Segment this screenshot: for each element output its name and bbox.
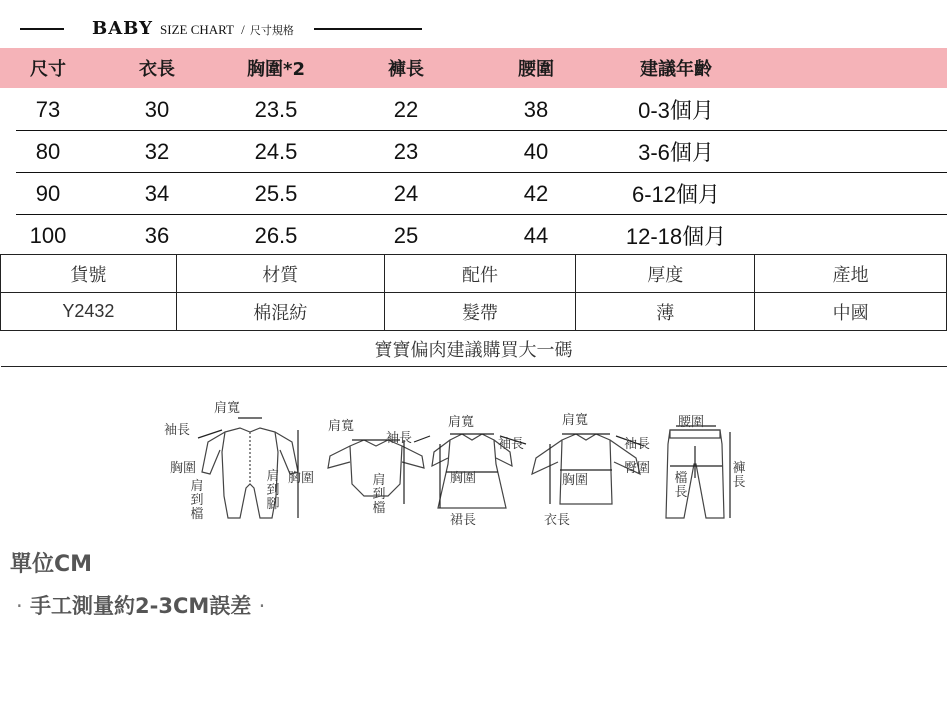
label-pants-length: 褲長 [732,461,746,490]
header-pants-length: 褲長 [388,59,424,80]
info-value-row [1,293,947,331]
info-header-accessory: 配件 [384,255,576,293]
label-dress-sleeve: 袖長 [498,437,525,452]
cell-top-length: 32 [144,138,170,164]
header-age: 建議年齡 [640,59,712,80]
label-romper-chest: 胸圍 [170,461,197,476]
size-table-header [0,48,947,88]
cell-age: 12-18個月 [625,224,727,249]
title-rule-right [314,28,422,30]
info-item-no: Y2432 [1,293,177,331]
cell-top-length: 30 [144,96,170,122]
label-romper-shoulder: 肩寬 [214,401,241,416]
tolerance-text: 手工測量約2-3CM誤差 [30,594,252,618]
title-rule-left [20,28,64,30]
subtitle-separator: / [241,22,245,37]
label-dress-chest: 胸圍 [450,471,477,486]
size-row [0,89,947,130]
cell-pants-length: 25 [393,222,419,248]
label-bodysuit-shoulder-to-crotch: 肩到檔 [372,473,386,516]
label-dress-shoulder: 肩寬 [448,415,475,430]
label-dress-skirt-length: 裙長 [450,513,477,528]
cell-size: 100 [29,222,67,248]
header-waist: 腰圍 [518,59,554,80]
title-text [92,18,294,39]
brand-label: BABY [92,18,153,39]
info-header-material: 材質 [176,255,384,293]
label-pants-hip: 臀圍 [624,461,651,476]
cell-waist: 44 [523,222,549,248]
label-top-shoulder: 肩寬 [562,413,589,428]
label-top-chest: 胸圍 [562,473,589,488]
cell-chest: 24.5 [254,138,298,164]
measurement-diagrams [150,400,770,540]
cell-chest: 23.5 [254,96,298,122]
cell-age: 0-3個月 [638,98,714,123]
size-chart-title [20,14,440,44]
romper-illustration [198,418,298,518]
product-info-table [0,254,947,367]
bullet-right: · [258,594,266,618]
header-chest: 胸圍*2 [247,59,305,80]
info-material: 棉混紡 [176,293,384,331]
label-romper-shoulder-to-crotch: 肩到檔 [190,479,204,522]
info-thickness: 薄 [576,293,755,331]
cell-age: 3-6個月 [638,140,714,165]
info-header-item-no: 貨號 [1,255,177,293]
label-pants-crotch: 檔長 [674,471,688,500]
label-bodysuit-chest: 胸圍 [288,471,315,486]
bullet-left: · [16,594,23,618]
cell-pants-length: 22 [393,96,419,122]
cell-waist: 40 [523,138,549,164]
label-top-length: 衣長 [544,513,571,528]
label-top-sleeve: 袖長 [624,437,651,452]
cell-size: 80 [35,138,61,164]
label-pants-waist: 腰圍 [678,415,705,430]
info-note-row [1,331,947,367]
cell-size: 73 [35,96,61,122]
cell-size: 90 [35,180,61,206]
cell-waist: 38 [523,96,549,122]
size-advice-note: 寶寶偏肉建議購買大一碼 [1,331,947,367]
size-row [0,215,947,256]
info-origin: 中國 [755,293,947,331]
cell-pants-length: 24 [393,180,419,206]
header-top-length: 衣長 [139,59,175,80]
cell-waist: 42 [523,180,549,206]
cell-pants-length: 23 [393,138,419,164]
info-header-origin: 產地 [755,255,947,293]
header-size: 尺寸 [30,59,66,80]
size-row [0,173,947,214]
size-row [0,131,947,172]
info-header-row [1,255,947,293]
label-bodysuit-sleeve: 袖長 [386,431,413,446]
cell-top-length: 36 [144,222,170,248]
subtitle-cn-label: 尺寸規格 [249,24,294,37]
cell-age: 6-12個月 [631,182,721,207]
info-header-thickness: 厚度 [576,255,755,293]
subtitle-label: SIZE CHART [160,22,235,37]
measurement-tolerance-note [16,590,265,620]
cell-chest: 25.5 [254,180,298,206]
label-bodysuit-shoulder: 肩寬 [328,419,355,434]
info-accessory: 髮帶 [384,293,576,331]
cell-chest: 26.5 [254,222,298,248]
unit-label: 單位CM [10,552,93,577]
label-romper-sleeve: 袖長 [164,423,191,438]
label-romper-shoulder-to-foot: 肩到腳 [266,469,280,512]
cell-top-length: 34 [144,180,170,206]
